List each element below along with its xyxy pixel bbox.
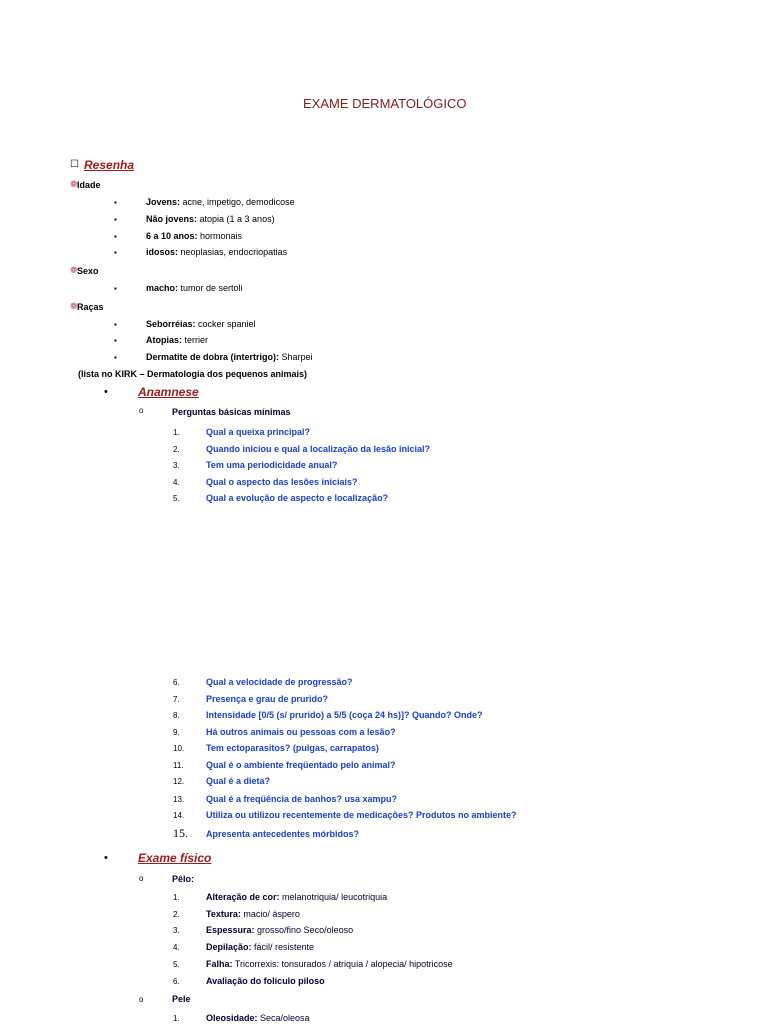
question-item: Tem uma periodicidade anual? — [206, 460, 338, 470]
list-number: 1. — [173, 428, 180, 437]
list-number: 1. — [173, 1014, 180, 1023]
list-item: idosos: neoplasias, endocriopatias — [146, 247, 288, 257]
list-number: 1. — [173, 893, 180, 902]
list-number: 13. — [173, 795, 185, 804]
list-number: 10. — [173, 744, 185, 753]
list-number: 14. — [173, 811, 185, 820]
reference-note: (lista no KIRK – Dermatologia dos pequenos animais) — [78, 369, 308, 379]
list-number: 7. — [173, 695, 180, 704]
question-item: Qual a queixa principal? — [206, 427, 311, 437]
list-item: Alteração de cor: melanotriquia/ leucotriquia — [206, 892, 388, 902]
group-label-racas: Raças — [77, 302, 104, 312]
checkbox-icon: ☐ — [70, 159, 79, 170]
list-number: 15. — [173, 826, 188, 840]
list-number: 12. — [173, 777, 185, 786]
list-number: 3. — [173, 461, 180, 470]
square-bullet-icon: ▪ — [114, 232, 117, 241]
hollow-bullet-icon: o — [139, 995, 144, 1004]
list-number: 2. — [173, 445, 180, 454]
hollow-bullet-icon: o — [139, 406, 144, 415]
question-item: Qual é o ambiente freqüentado pelo animal? — [206, 760, 396, 770]
square-bullet-icon: ▪ — [114, 320, 117, 329]
group-label-sexo: Sexo — [77, 266, 99, 276]
question-item: Intensidade [0/5 (s/ prurido) a 5/5 (coça 24 hs)]? Quando? Onde? — [206, 710, 483, 720]
flower-bullet-icon: ❁ — [70, 301, 78, 311]
section-heading-exame-fisico: Exame físico — [138, 851, 212, 865]
square-bullet-icon: ▪ — [114, 284, 117, 293]
subheading-pelo: Pêlo: — [172, 874, 195, 884]
hollow-bullet-icon: o — [139, 874, 144, 883]
list-item: Oleosidade: Seca/oleosa — [206, 1013, 310, 1023]
list-item: macho: tumor de sertoli — [146, 283, 243, 293]
bullet-icon: • — [104, 386, 108, 398]
section-heading-resenha: Resenha — [84, 158, 135, 172]
list-item: Depilação: fácil/ resistente — [206, 942, 315, 952]
list-number: 6. — [173, 678, 180, 687]
question-item: Quando iniciou e qual a localização da lesão inicial? — [206, 444, 431, 454]
square-bullet-icon: ▪ — [114, 336, 117, 345]
list-number: 5. — [173, 960, 180, 969]
list-item: Dermatite de dobra (intertrigo): Sharpei — [146, 352, 313, 362]
question-item: Qual o aspecto das lesões iniciais? — [206, 477, 358, 487]
flower-bullet-icon: ❁ — [70, 265, 78, 275]
question-item: Qual a velocidade de progressão? — [206, 677, 353, 687]
list-item: Espessura: grosso/fino Seco/oleoso — [206, 925, 354, 935]
square-bullet-icon: ▪ — [114, 215, 117, 224]
list-item: Seborréias: cocker spaniel — [146, 319, 256, 329]
list-number: 8. — [173, 711, 180, 720]
list-number: 9. — [173, 728, 180, 737]
section-heading-anamnese: Anamnese — [138, 385, 199, 399]
list-item: Jovens: acne, impetigo, demodicose — [146, 197, 295, 207]
list-number: 2. — [173, 910, 180, 919]
question-item: Utiliza ou utilizou recentemente de medicações? Produtos no ambiente? — [206, 810, 517, 820]
page-title: EXAME DERMATOLÓGICO — [303, 96, 467, 111]
question-item: Qual é a freqüência de banhos? usa xampu? — [206, 794, 398, 804]
square-bullet-icon: ▪ — [114, 198, 117, 207]
subheading-pele: Pele — [172, 994, 191, 1004]
list-number: 11. — [173, 761, 184, 770]
list-item: Textura: macio/ áspero — [206, 909, 300, 919]
list-number: 4. — [173, 478, 180, 487]
square-bullet-icon: ▪ — [114, 353, 117, 362]
list-number: 3. — [173, 926, 180, 935]
list-item: Avaliação do folículo piloso — [206, 976, 325, 986]
list-item: Falha: Tricorrexis: tonsurados / atriquia / alopecia/ hipotricose — [206, 959, 453, 969]
question-item: Apresenta antecedentes mórbidos? — [206, 829, 360, 839]
list-item: Não jovens: atopia (1 a 3 anos) — [146, 214, 275, 224]
question-item: Tem ectoparasitos? (pulgas, carrapatos) — [206, 743, 379, 753]
list-item: Atopias: terrier — [146, 335, 209, 345]
subheading-perguntas: Perguntas básicas mínimas — [172, 407, 291, 417]
list-number: 4. — [173, 943, 180, 952]
list-number: 6. — [173, 977, 180, 986]
question-item: Qual a evolução de aspecto e localização? — [206, 493, 389, 503]
bullet-icon: • — [104, 852, 108, 864]
question-item: Qual é a dieta? — [206, 776, 271, 786]
group-label-idade: Idade — [77, 180, 101, 190]
list-item: 6 a 10 anos: hormonais — [146, 231, 243, 241]
question-item: Há outros animais ou pessoas com a lesão? — [206, 727, 396, 737]
question-item: Presença e grau de prurido? — [206, 694, 329, 704]
square-bullet-icon: ▪ — [114, 248, 117, 257]
flower-bullet-icon: ❁ — [70, 179, 78, 189]
list-number: 5. — [173, 494, 180, 503]
